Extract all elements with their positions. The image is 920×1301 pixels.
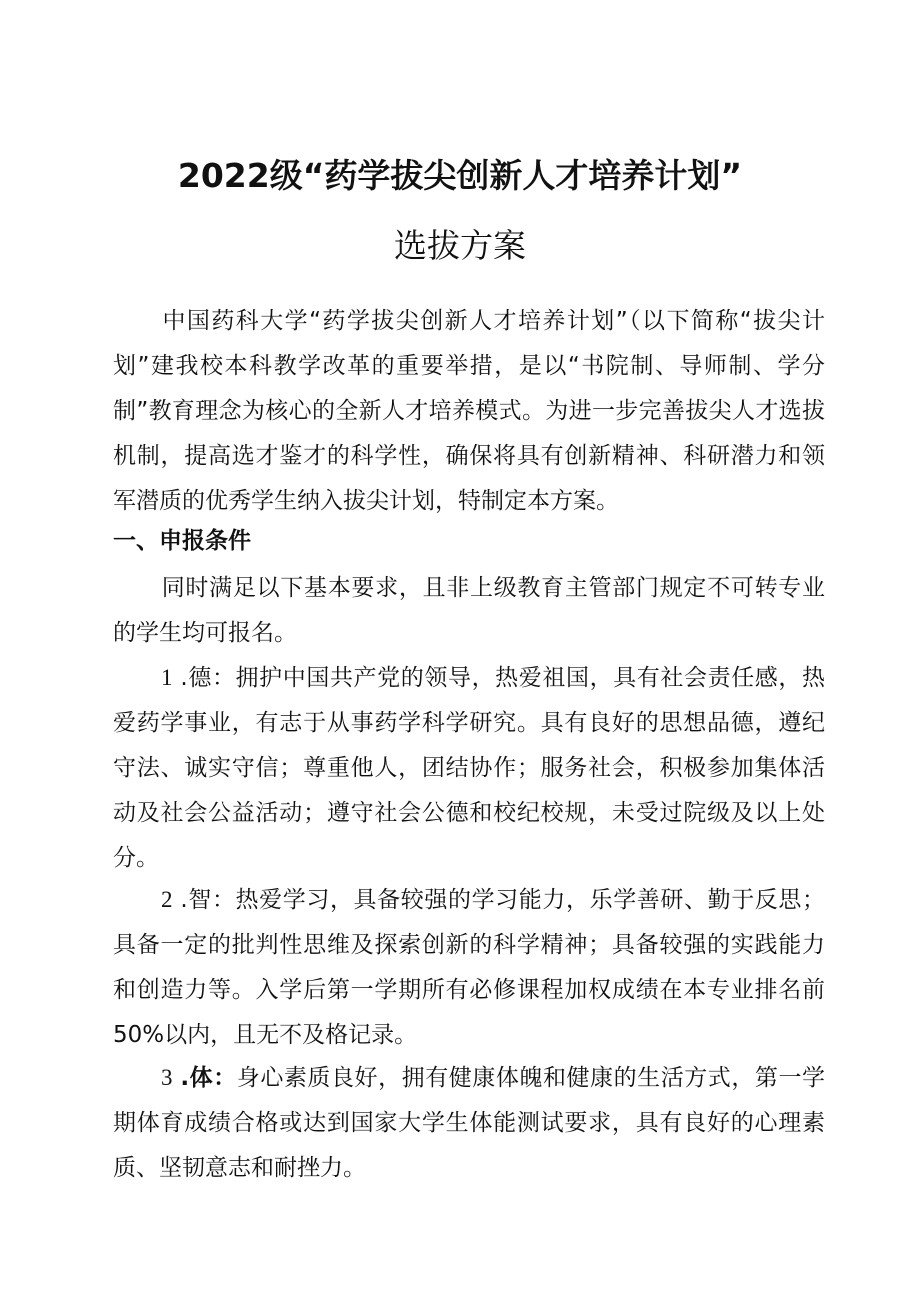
item-number: 1 — [161, 665, 173, 690]
intro-paragraph — [113, 299, 825, 524]
condition-item-2 — [113, 877, 825, 1058]
intro-text: 中国药科大学“药学拔尖创新人才培养计划”（以下简称“拔尖计划”建我校本科教学改革的重要举措，是以“书院制、导师制、学分制”教育理念为核心的全新人才培养模式。为进一步完善拔尖人才选拔机制，提高选才鉴才的科学性，确保将具有创新精神、科研潜力和领军潜质的优秀学生纳入拔尖计划，特制定本方案。 — [113, 308, 825, 514]
document-title-line-1: 2022级“药学拔尖创新人才培养计划” — [177, 156, 743, 195]
conditions-text: 同时满足以下基本要求，且非上级教育主管部门规定不可转专业的学生均可报名。 — [113, 575, 825, 646]
item-text: 身心素质良好，拥有健康体魄和健康的生活方式，第一学期体育成绩合格或达到国家大学生体能测试要求，具有良好的心理素质、坚韧意志和耐挫力。 — [113, 1065, 826, 1181]
section-heading-1: 一、申报条件 — [113, 528, 251, 554]
document-title-line-2: 选拔方案 — [394, 226, 526, 265]
item-text: 热爱学习，具备较强的学习能力，乐学善研、勤于反思；具备一定的批判性思维及探索创新的科学精神；具备较强的实践能力和创造力等。入学后第一学期所有必修课程加权成绩在本专业排名前50%以内，且无不及格记录。 — [113, 887, 826, 1048]
item-number: 3 — [161, 1065, 173, 1090]
item-number: 2 — [161, 887, 173, 912]
condition-item-1 — [113, 655, 825, 881]
item-label: .智： — [180, 887, 236, 913]
conditions-paragraph — [113, 566, 825, 656]
item-text: 拥护中国共产党的领导，热爱祖国，具有社会责任感，热爱药学事业，有志于从事药学科学研究。具有良好的思想品德，遵纪守法、诚实守信；尊重他人，团结协作；服务社会，积极参加集体活动及社会公益活动；遵守社会公德和校纪校规，未受过院级及以上处分。 — [113, 665, 826, 871]
condition-item-3 — [113, 1055, 825, 1191]
item-label: .体： — [180, 1065, 237, 1091]
item-label: .德： — [180, 665, 236, 691]
